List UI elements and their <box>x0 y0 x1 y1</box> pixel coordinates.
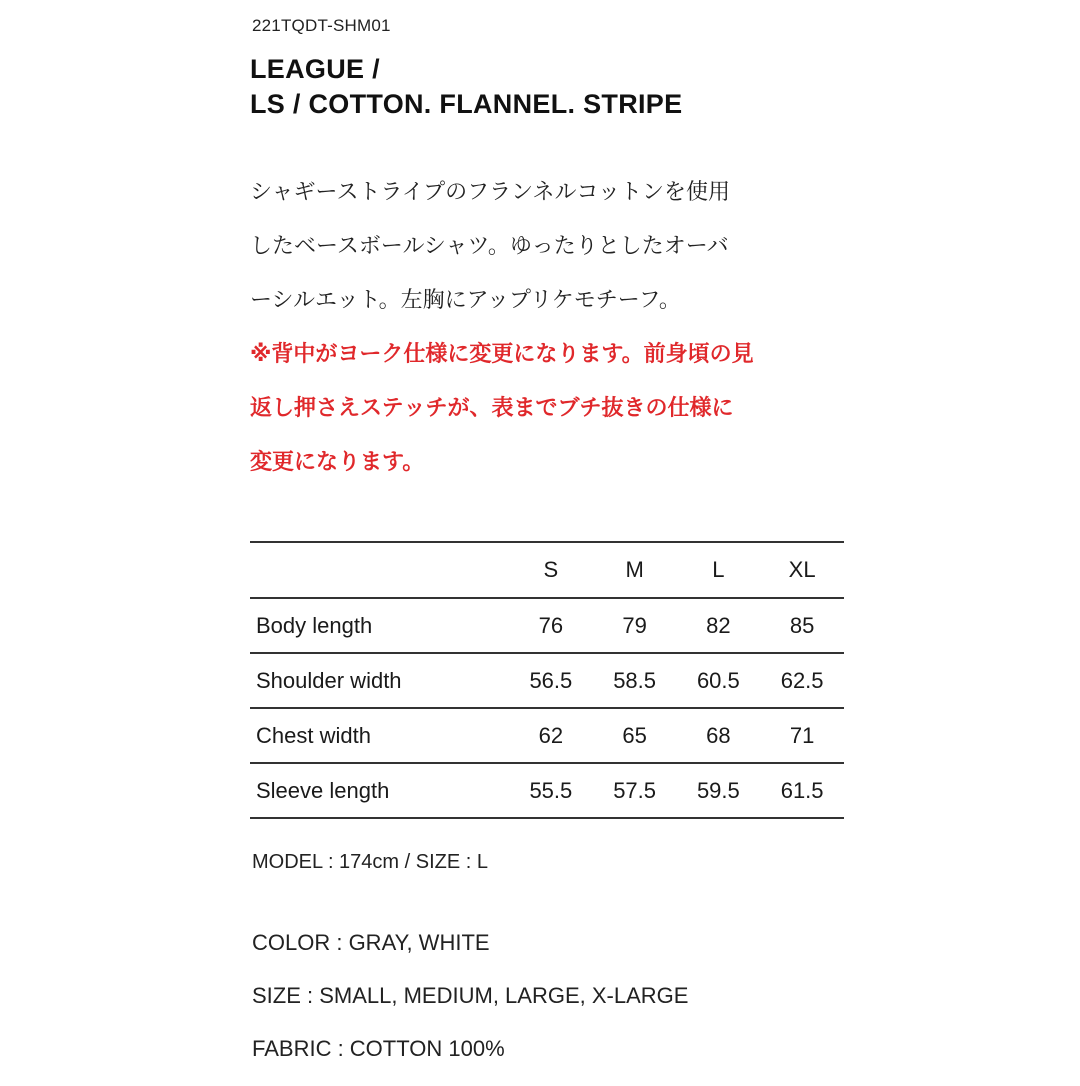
table-cell: 57.5 <box>593 763 677 818</box>
product-title-line-2: LS / COTTON. FLANNEL. STRIPE <box>250 89 683 119</box>
description-line: したベースボールシャツ。ゆったりとしたオーバ <box>250 234 729 259</box>
table-cell: 85 <box>760 598 844 653</box>
table-cell: 58.5 <box>593 653 677 708</box>
size-table-header-row <box>250 542 844 598</box>
table-cell: 65 <box>593 708 677 763</box>
product-code: 221TQDT-SHM01 <box>252 16 391 35</box>
header-cell-m: M <box>593 542 677 598</box>
table-cell: 55.5 <box>509 763 593 818</box>
product-description <box>250 166 850 490</box>
table-cell: 62 <box>509 708 593 763</box>
table-cell: 71 <box>760 708 844 763</box>
product-title-line-1: LEAGUE / <box>250 54 380 84</box>
header-cell-xl: XL <box>760 542 844 598</box>
row-label: Shoulder width <box>250 653 509 708</box>
table-cell: 79 <box>593 598 677 653</box>
spec-fabric: FABRIC : COTTON 100% <box>252 1036 505 1061</box>
description-line: シャギーストライプのフランネルコットンを使用 <box>250 180 731 205</box>
table-cell: 60.5 <box>676 653 760 708</box>
description-line: ーシルエット。左胸にアップリケモチーフ。 <box>250 288 681 313</box>
table-cell: 56.5 <box>509 653 593 708</box>
notice-line: 変更になります。 <box>250 450 425 475</box>
table-row <box>250 653 844 708</box>
table-row <box>250 708 844 763</box>
notice-line: 返し押さえステッチが、表までブチ抜きの仕様に <box>250 396 734 421</box>
header-cell-l: L <box>676 542 760 598</box>
row-label: Sleeve length <box>250 763 509 818</box>
table-row <box>250 598 844 653</box>
spec-list <box>252 927 688 1086</box>
size-table <box>250 541 844 819</box>
spec-size: SIZE : SMALL, MEDIUM, LARGE, X-LARGE <box>252 983 689 1008</box>
table-cell: 68 <box>676 708 760 763</box>
table-cell: 61.5 <box>760 763 844 818</box>
notice-line: ※背中がヨーク仕様に変更になります。前身頃の見 <box>250 342 754 367</box>
table-row <box>250 763 844 818</box>
table-cell: 76 <box>509 598 593 653</box>
table-cell: 59.5 <box>676 763 760 818</box>
product-title <box>250 52 682 122</box>
row-label: Chest width <box>250 708 509 763</box>
model-note: MODEL : 174cm / SIZE : L <box>252 851 488 873</box>
header-cell-s: S <box>509 542 593 598</box>
product-spec-page <box>250 0 850 1080</box>
row-label: Body length <box>250 598 509 653</box>
spec-color: COLOR : GRAY, WHITE <box>252 930 490 955</box>
header-cell <box>250 542 509 598</box>
table-cell: 82 <box>676 598 760 653</box>
table-cell: 62.5 <box>760 653 844 708</box>
